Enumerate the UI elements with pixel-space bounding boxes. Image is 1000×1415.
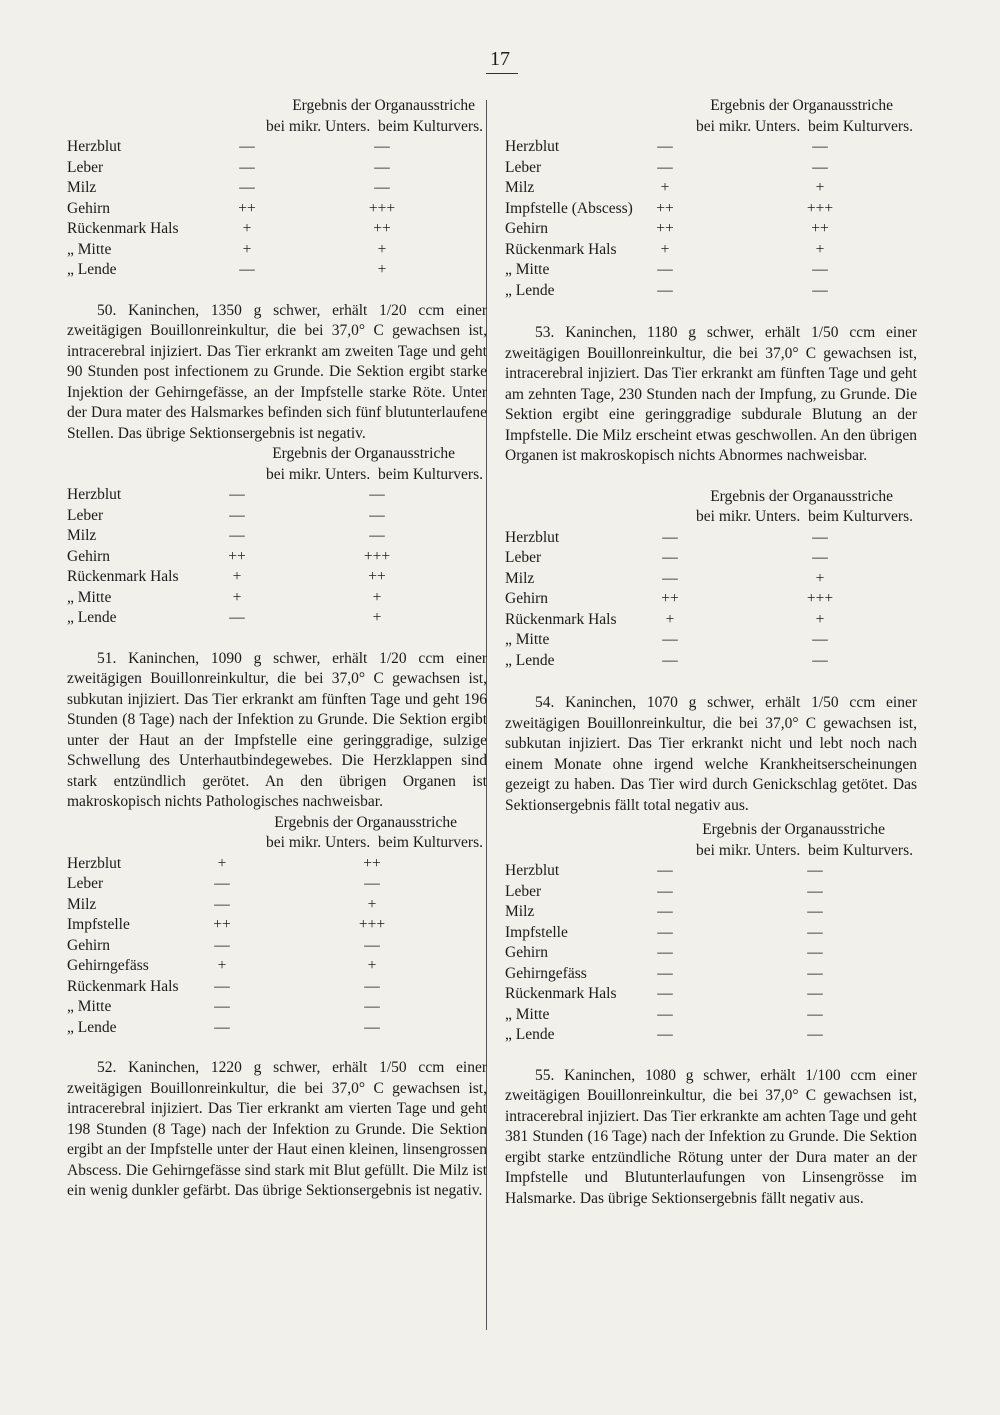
microscopy-result: — [214, 998, 230, 1015]
organ-label: Leber [67, 875, 104, 892]
organ-label: Gehirn [505, 944, 549, 961]
microscopy-result: + [217, 854, 227, 872]
culture-result: + [367, 957, 377, 974]
organ-label: Milz [505, 179, 535, 196]
microscopy-result: + [242, 220, 252, 237]
results-table [505, 487, 917, 672]
table-row [67, 588, 487, 609]
culture-result: — [812, 549, 828, 566]
table-row [505, 219, 917, 240]
table-row [67, 260, 487, 281]
culture-result: — [812, 528, 828, 546]
case-52-paragraph: 52. Kaninchen, 1220 g schwer, erhält 1/50 ccm einer zweitägigen Bouillonreinkultur, die bei 37,0° C gewachsen ist, intracerebral injiziert. Das Tier erkrankt am vierten Tage und geht 198 Stunden (8 Tage) nach der Infektion zu Grunde. Die Sektion ergibt an der Impfstelle unter der Haut einen kleinen, linsengrossen Abscess. Die Gehirngefässe sind stark mit Blut gefüllt. Die Milz ist ein wenig dunkler gefärbt. Das übrige Sektionsergebnis ist negativ. [67, 1059, 487, 1199]
microscopy-result: — [662, 569, 678, 587]
table-row [67, 485, 487, 506]
table-row [67, 547, 487, 568]
culture-result: ++ [811, 220, 829, 237]
table-row [67, 874, 487, 895]
culture-result: — [374, 158, 390, 176]
microscopy-result: + [665, 610, 675, 628]
microscopy-result: + [242, 240, 252, 258]
table-row [505, 882, 917, 903]
microscopy-result: ++ [213, 916, 231, 933]
microscopy-result: + [232, 568, 242, 585]
microscopy-result: ++ [661, 590, 679, 607]
table-row [505, 569, 917, 590]
organ-label: „ Lende [505, 281, 555, 299]
microscopy-result: — [657, 138, 673, 155]
organ-label: Leber [67, 158, 104, 176]
microscopy-result: ++ [238, 199, 256, 217]
table-row [67, 936, 487, 957]
table-row [505, 1025, 917, 1046]
microscopy-result: ++ [656, 199, 674, 217]
table-row [67, 567, 487, 588]
organ-label: Leber [505, 549, 542, 566]
microscopy-result: — [214, 895, 230, 913]
microscopy-result: — [657, 862, 673, 879]
organ-label: Milz [67, 527, 97, 544]
organ-label: „ Lende [67, 1018, 117, 1036]
culture-result: — [807, 1026, 823, 1043]
culture-result: + [372, 588, 382, 606]
microscopy-result: — [214, 977, 230, 995]
culture-result: +++ [368, 199, 396, 217]
table-row [505, 199, 917, 220]
microscopy-result: — [214, 1018, 230, 1036]
culture-result: — [369, 486, 385, 503]
page-number: 17 [490, 48, 510, 70]
table-row [505, 137, 917, 158]
table-subheader: bei mikr. Unters. beim Kulturvers. [696, 841, 913, 859]
results-table [67, 96, 487, 281]
organ-label: Milz [67, 179, 97, 196]
organ-label: Leber [67, 506, 104, 524]
results-table [67, 813, 487, 1039]
table-title: Ergebnis der Organausstriche [710, 97, 893, 114]
culture-result: — [807, 1005, 823, 1023]
microscopy-result: — [229, 486, 245, 503]
culture-result: — [807, 882, 823, 900]
table-row [67, 506, 487, 527]
microscopy-result: + [217, 957, 227, 974]
culture-result: — [364, 998, 380, 1015]
culture-result: — [812, 261, 828, 278]
case-53-paragraph: 53. Kaninchen, 1180 g schwer, erhält 1/50 ccm einer zweitägigen Bouillonreinkultur, die bei 37,0° C gewachsen ist, intracerebral injiziert. Das Tier erkrankt am fünften Tage und geht am zehnten Tage, 230 Stunden nach der Impfung, zu Grunde. Die Sektion ergibt eine geringgradige subdurale Blutung an der Impfstelle. Die Milz erscheint etwas geschwollen. An den übrigen Organen ist makroskopisch nichts Abnormes nachweisbar. [505, 324, 917, 464]
microscopy-result: — [657, 882, 673, 900]
table-rows [505, 137, 917, 301]
culture-result: — [364, 977, 380, 995]
culture-result: — [812, 281, 828, 299]
microscopy-result: — [229, 527, 245, 544]
culture-result: — [364, 936, 380, 954]
table-row [67, 895, 487, 916]
culture-result: + [815, 179, 825, 196]
microscopy-result: — [229, 506, 245, 524]
culture-result: + [815, 610, 825, 628]
organ-label: Rückenmark Hals [67, 977, 179, 995]
table-row [505, 964, 917, 985]
results-table [67, 444, 487, 629]
case-50-paragraph: 50. Kaninchen, 1350 g schwer, erhält 1/20 ccm einer zweitägigen Bouillonreinkultur, die bei 37,0° C gewachsen ist, intracerebral injiziert. Das Tier erkrankt am zweiten Tage und geht 90 Stunden post infectionem zu Grunde. Die Sektion ergibt starke Injektion der Gehirngefässe, an der Impfstelle starke Röte. Unter der Dura mater des Halsmarkes befinden sich fünf blutunterlaufene Stellen. Das übrige Sektionsergebnis ist negativ. [67, 301, 487, 442]
microscopy-result: + [660, 240, 670, 258]
microscopy-result: — [662, 528, 678, 546]
table-row [505, 178, 917, 199]
table-header [505, 820, 917, 861]
organ-label: „ Mitte [67, 240, 112, 258]
results-table [505, 96, 917, 301]
table-row [67, 137, 487, 158]
table-row [67, 1018, 487, 1039]
table-title: Ergebnis der Organausstriche [274, 813, 457, 831]
table-row [505, 630, 917, 651]
organ-label: Herzblut [505, 862, 560, 879]
organ-label: Gehirn [505, 590, 549, 607]
culture-result: — [807, 903, 823, 920]
culture-result: — [369, 527, 385, 544]
culture-result: +++ [358, 916, 386, 933]
microscopy-result: — [662, 549, 678, 566]
microscopy-result: — [657, 903, 673, 920]
culture-result: +++ [806, 199, 834, 217]
organ-label: „ Mitte [67, 588, 112, 606]
organ-label: Gehirngefäss [67, 957, 149, 974]
table-row [67, 158, 487, 179]
organ-label: Milz [505, 903, 535, 920]
organ-label: Gehirn [67, 547, 111, 565]
table-row [67, 915, 487, 936]
table-row [505, 528, 917, 549]
organ-label: Milz [67, 895, 97, 913]
left-column [67, 96, 487, 1202]
table-row [505, 548, 917, 569]
table-row [67, 240, 487, 261]
table-header [67, 444, 487, 485]
organ-label: Impfstelle [67, 916, 130, 933]
table-row [505, 651, 917, 672]
table-title: Ergebnis der Organausstriche [702, 821, 885, 838]
culture-result: + [377, 261, 387, 278]
microscopy-result: — [657, 158, 673, 176]
microscopy-result: — [657, 985, 673, 1002]
table-subheader: bei mikr. Unters. beim Kulturvers. [696, 508, 913, 525]
table-title: Ergebnis der Organausstriche [292, 97, 475, 114]
culture-result: — [807, 862, 823, 879]
table-row [505, 240, 917, 261]
organ-label: „ Mitte [505, 631, 550, 648]
culture-result: — [369, 506, 385, 524]
microscopy-result: — [662, 631, 678, 648]
table-row [67, 977, 487, 998]
organ-label: Herzblut [67, 486, 122, 503]
microscopy-result: — [657, 923, 673, 941]
table-row [505, 281, 917, 302]
microscopy-result: — [662, 651, 678, 669]
organ-label: Gehirn [67, 199, 111, 217]
table-row [67, 956, 487, 977]
table-row [505, 589, 917, 610]
organ-label: „ Lende [67, 261, 117, 278]
culture-result: — [807, 964, 823, 982]
case-55-paragraph: 55. Kaninchen, 1080 g schwer, erhält 1/100 ccm einer zweitägigen Bouillonreinkultur, die bei 37,0° C gewachsen ist, intracerebral injiziert. Das Tier erkrankte am achten Tage und geht 381 Stunden (16 Tage) nach der Infektion zu Grunde. Die Sektion ergibt starke entzündliche Rötung unter der Dura mater an der Impfstelle und Blutunterlaufungen von Linsengrösse im Halsmarke. Das übrige Sektionsergebnis fällt negativ aus. [505, 1066, 917, 1207]
table-row [505, 260, 917, 281]
culture-result: — [812, 651, 828, 669]
organ-label: Herzblut [505, 528, 560, 546]
organ-label: „ Lende [505, 651, 555, 669]
organ-label: Impfstelle (Abscess) [505, 199, 633, 217]
organ-label: Leber [505, 158, 542, 176]
table-rows [67, 854, 487, 1039]
culture-result: ++ [373, 220, 391, 237]
culture-result: — [807, 944, 823, 961]
microscopy-result: — [657, 261, 673, 278]
culture-result: +++ [806, 590, 834, 607]
culture-result: — [812, 158, 828, 176]
organ-label: Gehirn [67, 936, 111, 954]
organ-label: Gehirngefäss [505, 964, 587, 982]
culture-result: ++ [363, 854, 381, 872]
table-row [505, 158, 917, 179]
microscopy-result: — [657, 1026, 673, 1043]
microscopy-result: ++ [656, 220, 674, 237]
table-rows [505, 861, 917, 1046]
table-header [67, 813, 487, 854]
culture-result: — [807, 923, 823, 941]
table-header [67, 96, 487, 137]
organ-label: Rückenmark Hals [505, 240, 617, 258]
microscopy-result: — [657, 944, 673, 961]
culture-result: — [364, 1018, 380, 1036]
microscopy-result: + [232, 588, 242, 606]
table-header [505, 96, 917, 137]
table-row [67, 854, 487, 875]
culture-result: + [815, 240, 825, 258]
right-column [505, 96, 917, 1209]
table-subheader: bei mikr. Unters. beim Kulturvers. [266, 117, 483, 135]
microscopy-result: — [239, 158, 255, 176]
organ-label: „ Mitte [505, 1005, 550, 1023]
microscopy-result: — [239, 261, 255, 278]
microscopy-result: — [229, 609, 245, 626]
organ-label: Rückenmark Hals [505, 985, 617, 1002]
culture-result: — [812, 631, 828, 648]
table-row [505, 923, 917, 944]
table-row [505, 984, 917, 1005]
organ-label: Milz [505, 569, 535, 587]
organ-label: Herzblut [505, 138, 560, 155]
microscopy-result: — [214, 936, 230, 954]
table-subheader: bei mikr. Unters. beim Kulturvers. [266, 465, 483, 483]
header-rule [486, 73, 518, 74]
culture-result: +++ [363, 547, 391, 565]
microscopy-result: — [239, 179, 255, 196]
microscopy-result: ++ [228, 547, 246, 565]
culture-result: — [374, 138, 390, 155]
organ-label: Herzblut [67, 138, 122, 155]
table-row [67, 219, 487, 240]
table-row [67, 608, 487, 629]
results-table [505, 820, 917, 1046]
culture-result: — [807, 985, 823, 1002]
table-row [67, 199, 487, 220]
table-row [505, 1005, 917, 1026]
table-rows [67, 485, 487, 629]
microscopy-result: — [239, 138, 255, 155]
table-subheader: bei mikr. Unters. beim Kulturvers. [266, 834, 483, 851]
organ-label: Impfstelle [505, 923, 568, 941]
culture-result: + [367, 895, 377, 913]
culture-result: + [372, 609, 382, 626]
table-row [505, 943, 917, 964]
organ-label: Rückenmark Hals [505, 610, 617, 628]
organ-label: „ Lende [505, 1026, 555, 1043]
organ-label: „ Lende [67, 609, 117, 626]
culture-result: — [812, 138, 828, 155]
organ-label: „ Mitte [67, 998, 112, 1015]
microscopy-result: — [657, 281, 673, 299]
organ-label: Gehirn [505, 220, 549, 237]
culture-result: + [815, 569, 825, 587]
microscopy-result: — [657, 1005, 673, 1023]
table-rows [67, 137, 487, 281]
culture-result: ++ [368, 568, 386, 585]
organ-label: „ Mitte [505, 261, 550, 278]
organ-label: Herzblut [67, 854, 122, 872]
table-title: Ergebnis der Organausstriche [710, 487, 893, 505]
table-header [505, 487, 917, 528]
table-row [67, 997, 487, 1018]
culture-result: + [377, 240, 387, 258]
table-title: Ergebnis der Organausstriche [272, 445, 455, 462]
microscopy-result: — [657, 964, 673, 982]
table-row [505, 861, 917, 882]
organ-label: Rückenmark Hals [67, 220, 179, 237]
microscopy-result: — [214, 875, 230, 892]
organ-label: Leber [505, 882, 542, 900]
table-row [505, 902, 917, 923]
table-row [67, 526, 487, 547]
microscopy-result: + [660, 179, 670, 196]
case-54-paragraph: 54. Kaninchen, 1070 g schwer, erhält 1/50 ccm einer zweitägigen Bouillonreinkultur, die bei 37,0° C gewachsen ist, subkutan injiziert. Das Tier erkrankt nicht und lebt noch nach einem Monate ohne irgend welche Krankheitserscheinungen gezeigt zu haben. Das Tier wird durch Genickschlag getötet. Das Sektionsergebnis fällt total negativ aus. [505, 694, 917, 814]
culture-result: — [374, 179, 390, 196]
table-row [67, 178, 487, 199]
table-subheader: bei mikr. Unters. beim Kulturvers. [696, 117, 913, 135]
table-row [505, 610, 917, 631]
case-51-paragraph: 51. Kaninchen, 1090 g schwer, erhält 1/20 ccm einer zweitägigen Bouillonreinkultur, die bei 37,0° C gewachsen ist, subkutan injiziert. Das Tier erkrankt am fünften Tage und geht 196 Stunden (8 Tage) nach der Infektion zu Grunde. Die Sektion ergibt unter der Haut an der Impfstelle eine geringgradige, sulzige Schwellung des Unterhautbindegewebes. Die Herzklappen sind stark entzündlich gerötet. An den übrigen Organen ist makroskopisch nichts Pathologisches nachweisbar. [67, 649, 487, 810]
organ-label: Rückenmark Hals [67, 568, 179, 585]
table-rows [505, 528, 917, 672]
culture-result: — [364, 875, 380, 892]
